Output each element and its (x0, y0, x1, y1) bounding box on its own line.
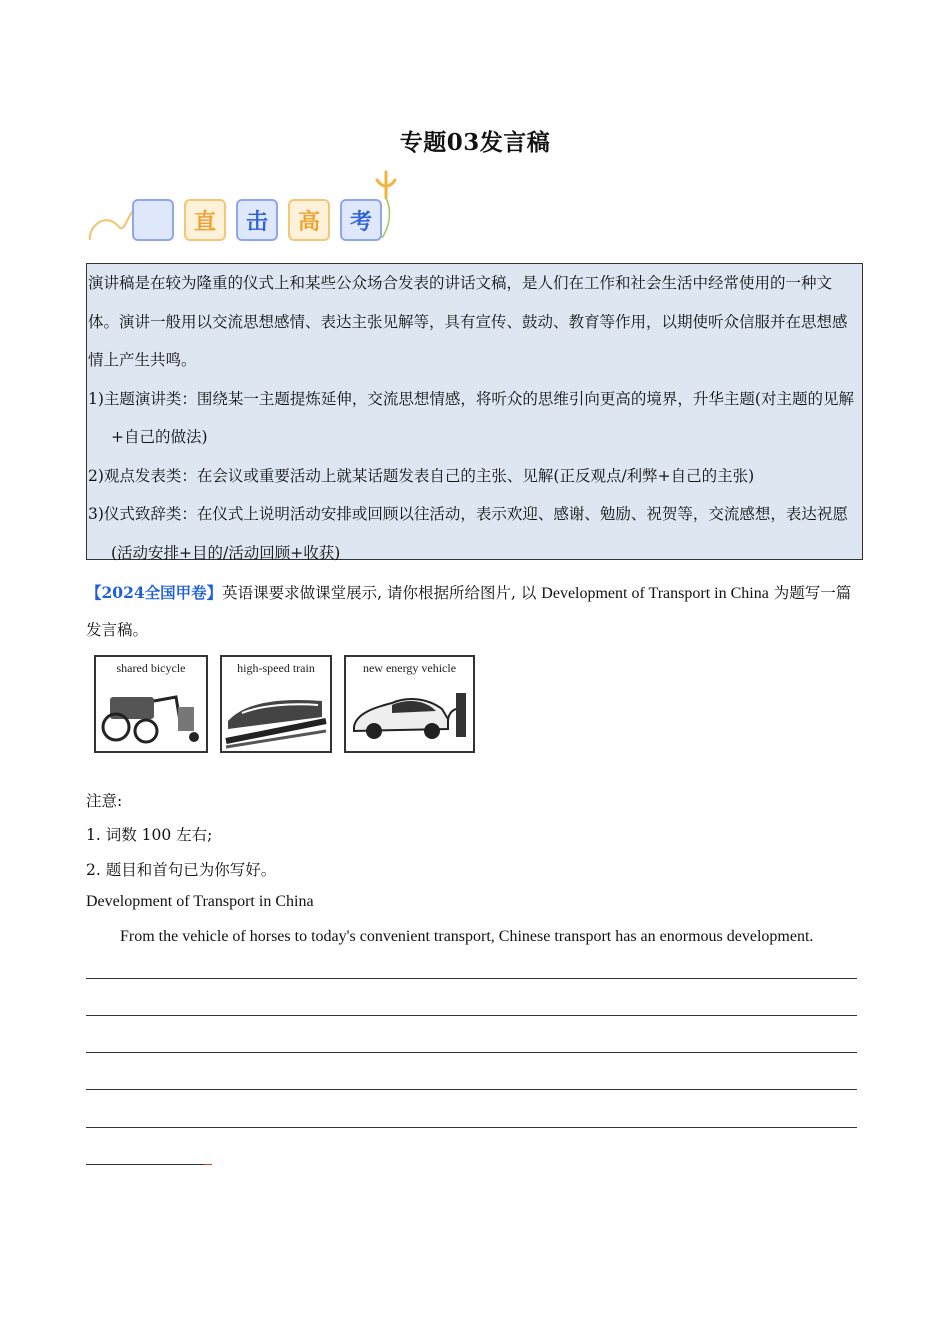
banner-badge-gao: 高 (288, 199, 330, 241)
answer-line[interactable] (86, 978, 857, 979)
question-topic: Development of Transport in China (541, 585, 769, 602)
note-item-1: 1. 词数 100 左右; (86, 826, 213, 844)
train-icon (222, 657, 330, 751)
picture-new-energy-vehicle (344, 655, 475, 753)
answer-line[interactable] (86, 1052, 857, 1053)
section-banner (86, 168, 396, 250)
intro-paragraph: 演讲稿是在较为隆重的仪式上和某些公众场合发表的讲话文稿，是人们在工作和社会生活中经常使用的一种文体。演讲一般用以交流思想感情、表达主张见解等，具有宣传、鼓动、教育等作用，以期使听众信服并在思想感情上产生共鸣。 (88, 274, 848, 369)
question-text-before: 英语课要求做课堂展示, 请你根据所给图片, 以 (222, 584, 542, 602)
exam-source-tag: 【2024全国甲卷】 (86, 583, 223, 602)
question-prompt (86, 574, 864, 649)
answer-line[interactable] (86, 1015, 857, 1016)
page-title: 专题03发言稿 (399, 129, 551, 156)
picture-label: shared bicycle (116, 661, 186, 675)
essay-title: Development of Transport in China (86, 893, 314, 910)
essay-first-sentence: From the vehicle of horses to today's convenient transport, Chinese transport has an enormous development. (120, 928, 814, 945)
carriage-icon (96, 657, 206, 751)
picture-label: high-speed train (237, 661, 315, 675)
ev-car-icon (346, 657, 473, 751)
cursor-mark (204, 1164, 212, 1165)
picture-high-speed-train (220, 655, 332, 753)
banner-circle-badge (132, 199, 174, 241)
intro-item-2: 2)观点发表类：在会议或重要活动上就某话题发表自己的主张、见解(正反观点/利弊+自己的主张) (88, 466, 755, 485)
banner-badge-zhi: 直 (184, 199, 226, 241)
intro-item-1: 1)主题演讲类：围绕某一主题提炼延伸，交流思想情感，将听众的思维引向更高的境界，升华主题(对主题的见解+自己的做法) (88, 389, 854, 446)
answer-line-short[interactable] (86, 1164, 204, 1165)
picture-shared-bicycle (94, 655, 208, 753)
note-item-2: 2. 题目和首句已为你写好。 (86, 861, 277, 879)
answer-line[interactable] (86, 1089, 857, 1090)
intro-box (86, 263, 863, 560)
banner-badge-ji: 击 (236, 199, 278, 241)
question-text-after: 为题写一篇发言稿。 (86, 584, 852, 639)
picture-label: new energy vehicle (362, 661, 457, 675)
intro-item-3: 3)仪式致辞类：在仪式上说明活动安排或回顾以往活动，表示欢迎、感谢、勉励、祝贺等，交流感想，表达祝愿(活动安排+目的/活动回顾+收获) (88, 505, 848, 562)
notes-heading: 注意: (86, 792, 123, 810)
answer-line[interactable] (86, 1127, 857, 1128)
banner-badge-kao: 考 (340, 199, 382, 241)
